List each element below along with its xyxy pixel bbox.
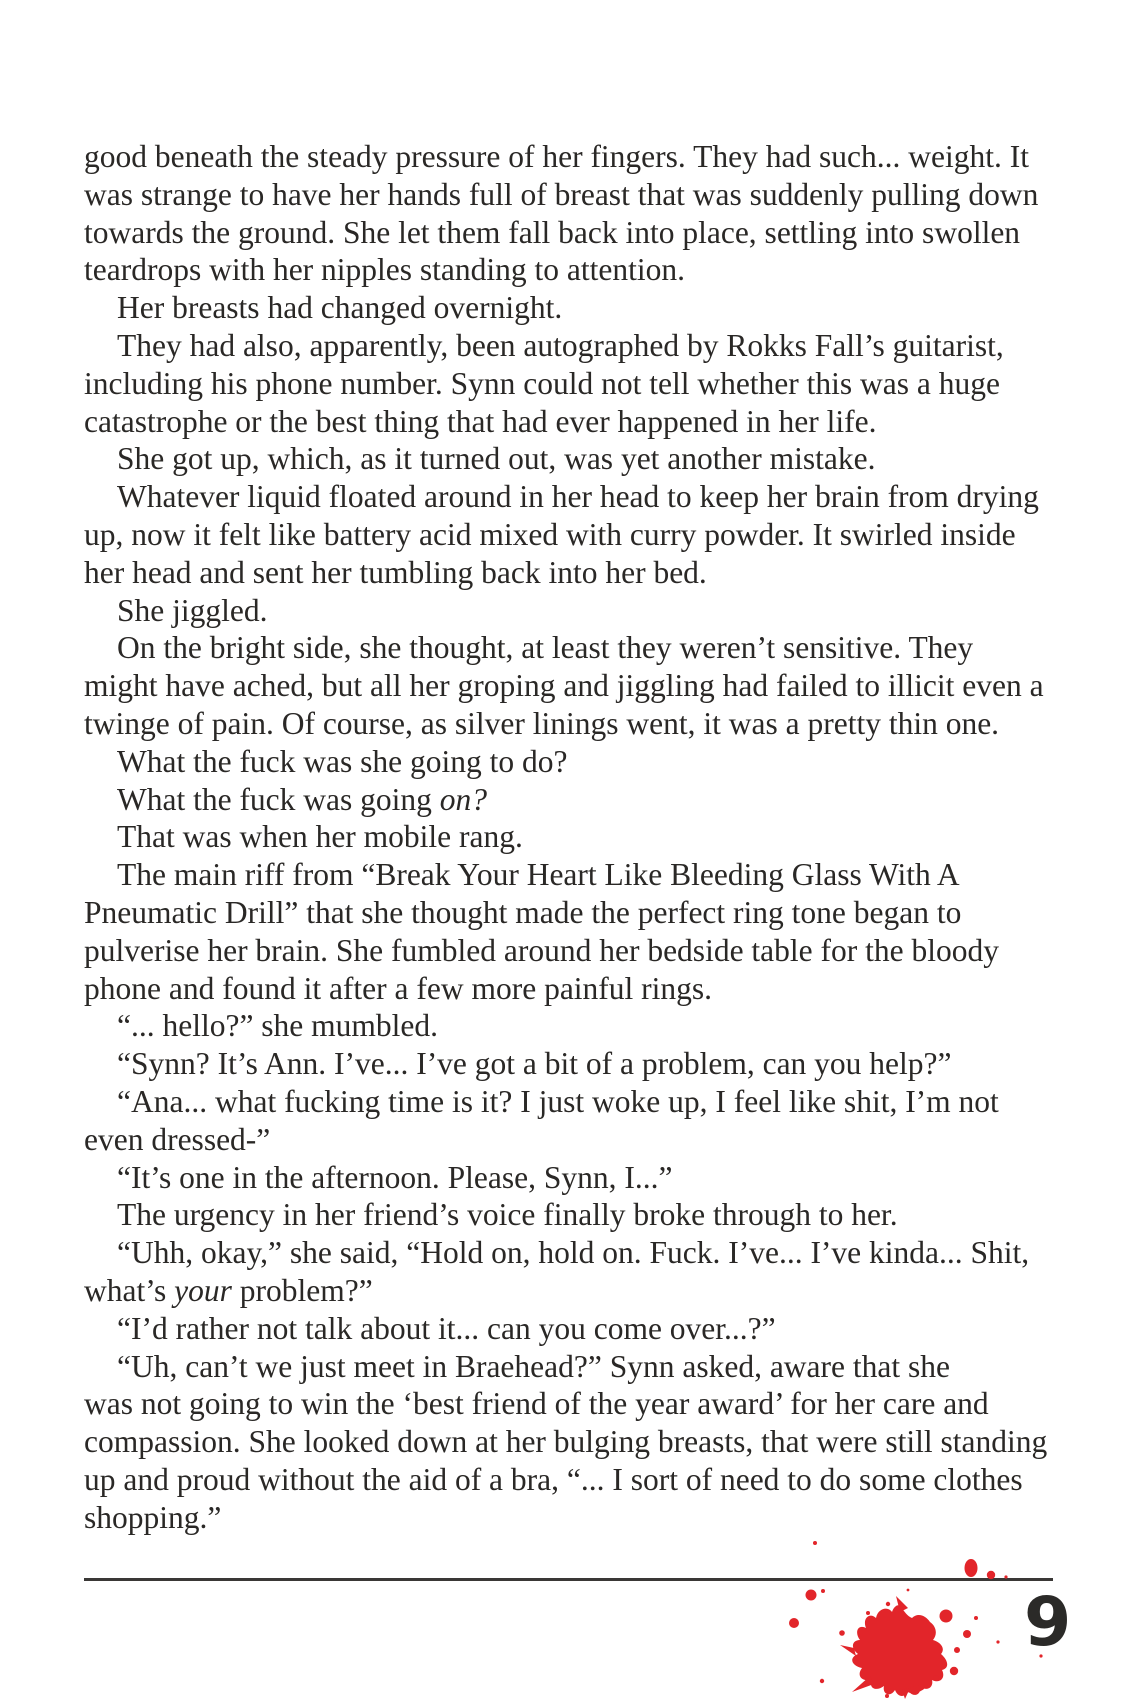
text-line: was strange to have her hands full of breast that was suddenly pulling down [84, 176, 1039, 212]
text-line: That was when her mobile rang. [117, 819, 523, 855]
page-number: 9 [1024, 1583, 1072, 1662]
text-line: including his phone number. Synn could not tell whether this was a huge [84, 365, 1000, 401]
text-line: She got up, which, as it turned out, was yet another mistake. [117, 441, 876, 477]
text-line: twinge of pain. Of course, as silver linings went, it was a pretty thin one. [84, 705, 1000, 741]
text-line: “Ana... what fucking time is it? I just woke up, I feel like shit, I’m not [117, 1083, 999, 1119]
text-line: Her breasts had changed overnight. [117, 290, 563, 326]
text-line: pulverise her brain. She fumbled around her bedside table for the bloody [84, 932, 999, 968]
text-line: They had also, apparently, been autographed by Rokks Fall’s guitarist, [117, 327, 1004, 363]
body-text [84, 138, 1048, 1536]
text-line: might have ached, but all her groping and jiggling had failed to illicit even a [84, 668, 1044, 704]
text-line: even dressed-” [84, 1121, 271, 1157]
text-line: good beneath the steady pressure of her fingers. They had such... weight. It [84, 139, 1030, 174]
text-line: catastrophe or the best thing that had ever happened in her life. [84, 403, 877, 439]
text-line: What the fuck was going on? [117, 781, 488, 817]
text-line: her head and sent her tumbling back into her bed. [84, 554, 707, 590]
text-line: “Uhh, okay,” she said, “Hold on, hold on. Fuck. I’ve... I’ve kinda... Shit, [117, 1235, 1030, 1271]
text-line: The main riff from “Break Your Heart Like Bleeding Glass With A [117, 857, 960, 893]
text-line: was not going to win the ‘best friend of the year award’ for her care and [84, 1386, 989, 1422]
text-line: What the fuck was she going to do? [117, 743, 568, 779]
text-line: Pneumatic Drill” that she thought made the perfect ring tone began to [84, 894, 962, 930]
text-line: “It’s one in the afternoon. Please, Synn, I...” [117, 1159, 673, 1195]
text-line: teardrops with her nipples standing to attention. [84, 252, 686, 288]
text-line: towards the ground. She let them fall back into place, settling into swollen [84, 214, 1021, 250]
text-line: Whatever liquid floated around in her head to keep her brain from drying [117, 479, 1039, 515]
text-line: “... hello?” she mumbled. [117, 1008, 439, 1044]
text-line: what’s your problem?” [84, 1272, 373, 1308]
text-line: phone and found it after a few more painful rings. [84, 970, 713, 1006]
text-line: up, now it felt like battery acid mixed with curry powder. It swirled inside [84, 516, 1016, 552]
text-line: shopping.” [84, 1499, 222, 1535]
text-line: She jiggled. [117, 592, 268, 628]
text-line: “I’d rather not talk about it... can you come over...?” [117, 1310, 776, 1346]
text-line: up and proud without the aid of a bra, “... I sort of need to do some clothes [84, 1461, 1023, 1497]
text-line: “Synn? It’s Ann. I’ve... I’ve got a bit of a problem, can you help?” [117, 1046, 952, 1082]
text-line: On the bright side, she thought, at least they weren’t sensitive. They [117, 630, 974, 666]
text-line: The urgency in her friend’s voice finally broke through to her. [117, 1197, 898, 1233]
text-line: compassion. She looked down at her bulging breasts, that were still standing [84, 1424, 1048, 1460]
text-line: “Uh, can’t we just meet in Braehead?” Synn asked, aware that she [117, 1348, 950, 1384]
